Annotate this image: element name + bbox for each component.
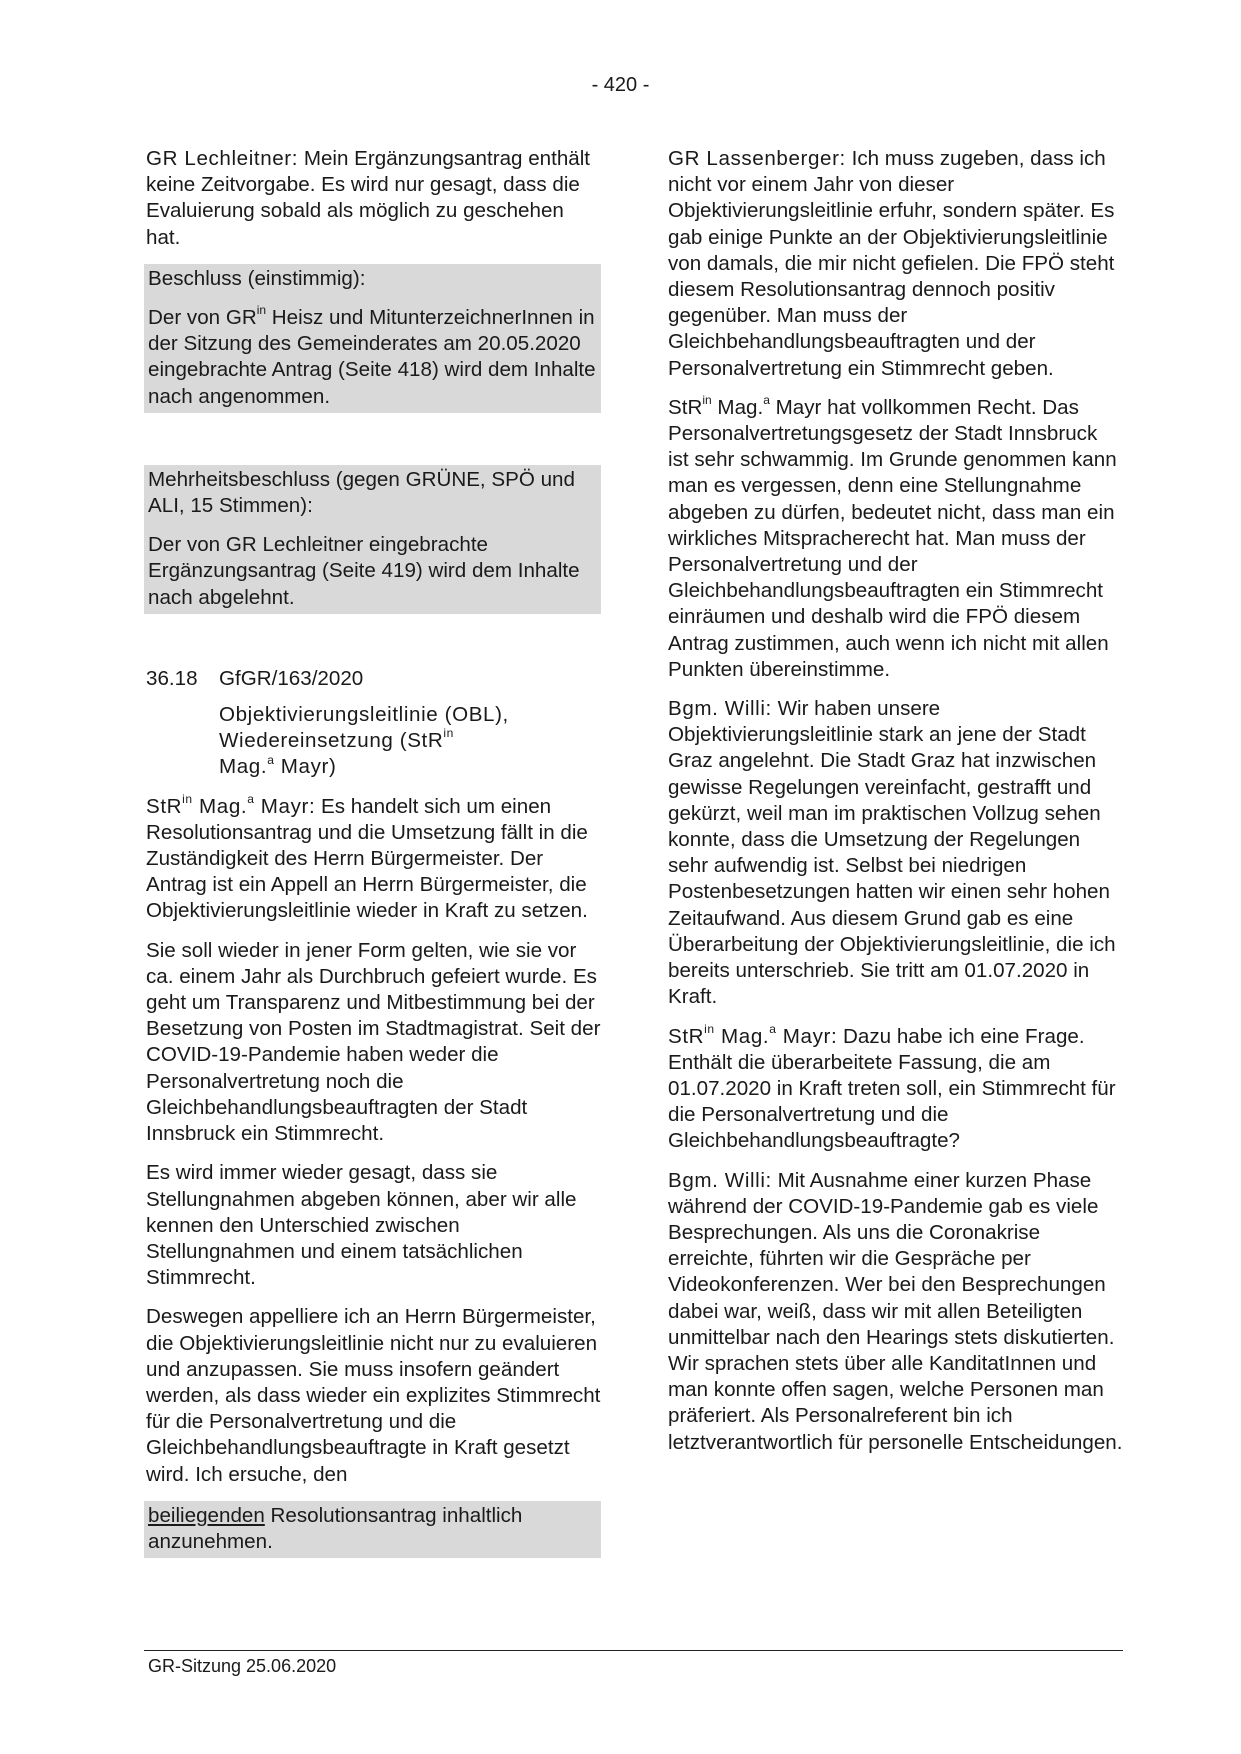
speaker-name: StR$^{in}$ Mag.$^a$ Mayr bbox=[668, 392, 822, 419]
footer-divider bbox=[144, 1650, 1123, 1651]
resolution-title: Mehrheitsbeschluss (gegen GRÜNE, SPÖ und ALI, 15 Stimmen): bbox=[148, 467, 575, 518]
paragraph-mayr-1: StR$^{in}$ Mag.$^a$ Mayr: Es handelt sich um einen Resolutionsantrag und die Umsetzung fällt in die Zuständigkeit des Herrn Bürgermeister. Der Antrag ist ein Appell an Herrn Bürgermeister, die Objektivierungsleitlinie wieder in Kraft zu setzen. bbox=[146, 791, 588, 923]
paragraph-willi-2: Bgm. Willi: Mit Ausnahme einer kurzen Phase während der COVID-19-Pandemie gab es viele Besprechungen. Als uns die Coronakrise erreichte, führten wir die Gespräche per Videokonferenzen. Wer bei den Besprechungen dabei war, weiß, dass wir mit allen Beteiligten unmittelbar nach den Hearings stets diskutierten. Wir sprachen stets über alle KanditatInnen und man konnte offen sagen, welche Personen man präferiert. Als Personalreferent bin ich letztverantwortlich für personelle Entscheidungen. bbox=[668, 1168, 1123, 1454]
right-column bbox=[668, 146, 1123, 1469]
speaker-name: StR$^{in}$ Mag.$^a$ Mayr: bbox=[668, 1021, 838, 1048]
resolution-request-text: beiliegenden Resolutionsantrag inhaltlich anzunehmen. bbox=[148, 1503, 523, 1553]
paragraph-mayr-5: StR$^{in}$ Mag.$^a$ Mayr hat vollkommen Recht. Das Personalvertretungsgesetz der Stadt Innsbruck ist sehr schwammig. Im Grunde genommen kann man es vergessen, denn eine Stellungnahme abgeben zu dürfen, bedeutet nicht, dass man ein wirkliches Mitspracherecht hat. Man muss der Personalvertretung und der Gleichbehandlungsbeauftragten ein Stimmrecht einräumen und deshalb wird die FPÖ diesem Antrag zustimmen, auch wenn ich nicht mit allen Punkten übereinstimme. bbox=[668, 392, 1117, 681]
resolution-text: Der von $GR^{in}$ Heisz und MitunterzeichnerInnen in der Sitzung des Gemeinderates am 20.05.2020 eingebrachte Antrag (Seite 418) wird dem Inhalte nach angenommen. bbox=[148, 303, 596, 408]
resolution-text: Der von GR Lechleitner eingebrachte Ergänzungsantrag (Seite 419) wird dem Inhalte nach abgelehnt. bbox=[148, 533, 580, 609]
speaker-name: GR Lechleitner: bbox=[146, 147, 299, 170]
speaker-name: StR$^{in}$ Mag.$^a$ Mayr: bbox=[146, 791, 316, 818]
resolution-request-box bbox=[144, 1501, 601, 1558]
footer-session-date: GR-Sitzung 25.06.2020 bbox=[148, 1656, 337, 1676]
agenda-item-header bbox=[146, 666, 601, 692]
agenda-item-number: 36.18 bbox=[146, 666, 198, 690]
paragraph-mayr-2: Sie soll wieder in jener Form gelten, wie sie vor ca. einem Jahr als Durchbruch gefeiert wurde. Es geht um Transparenz und Mitbestimmung bei der Besetzung von Posten im Stadtmagistrat. Seit der COVID-19-Pandemie haben weder die Personalvertretung noch die Gleichbehandlungsbeauftragten der Stadt Innsbruck ein Stimmrecht. bbox=[146, 938, 601, 1146]
resolution-box-unanimous bbox=[144, 264, 601, 413]
paragraph-willi-1: Bgm. Willi: Wir haben unsere Objektivierungsleitlinie stark an jene der Stadt Graz angelehnt. Die Stadt Graz hat inzwischen gewisse Regelungen vereinfacht, gestrafft und gekürzt, weil man im praktischen Vollzug sehen konnte, dass die Umsetzung der Regelungen sehr aufwendig ist. Selbst bei niedrigen Postenbesetzungen hatten wir einen sehr hohen Zeitaufwand. Aus diesem Grund gab es eine Überarbeitung der Objektivierungsleitlinie, die ich bereits unterschrieb. Sie tritt am 01.07.2020 in Kraft. bbox=[668, 697, 1116, 1009]
resolution-box-majority bbox=[144, 465, 601, 614]
paragraph-mayr-4: Deswegen appelliere ich an Herrn Bürgermeister, die Objektivierungsleitlinie nicht nur zu evaluieren und anzupassen. Sie muss insofern geändert werden, als dass wieder ein explizites Stimmrecht für die Personalvertretung und die Gleichbehandlungsbeauftragte in Kraft gesetzt wird. Ich ersuche, den bbox=[146, 1305, 601, 1486]
left-column bbox=[146, 146, 601, 1558]
speaker-name: Bgm. Willi: bbox=[668, 697, 772, 721]
paragraph-lassenberger: GR Lassenberger: Ich muss zugeben, dass ich nicht vor einem Jahr von dieser Objektivierungsleitlinie erfuhr, sondern später. Es gab einige Punkte an der Objektivierungsleitlinie von damals, die mir nicht gefielen. Die FPÖ steht diesem Resolutionsantrag dennoch positiv gegenüber. Man muss der Gleichbehandlungsbeauftragten und der Personalvertretung ein Stimmrecht geben. bbox=[668, 147, 1115, 380]
page-number: - 420 - bbox=[591, 74, 650, 96]
resolution-title: Beschluss (einstimmig): bbox=[148, 266, 366, 290]
paragraph-mayr-3: Es wird immer wieder gesagt, dass sie Stellungnahmen abgeben können, aber wir alle kennen den Unterschied zwischen Stellungnahmen und einem tatsächlichen Stimmrecht. bbox=[146, 1161, 577, 1290]
attachment-link: beiliegenden bbox=[148, 1503, 265, 1527]
speaker-name: GR Lassenberger: bbox=[668, 147, 846, 170]
paragraph-mayr-6: StR$^{in}$ Mag.$^a$ Mayr: Dazu habe ich eine Frage. Enthält die überarbeitete Fassung, die am 01.07.2020 in Kraft treten soll, ein Stimmrecht für die Personalvertretung und die Gleichbehandlungsbeauftragte? bbox=[668, 1021, 1116, 1153]
speaker-name: Bgm. Willi: bbox=[668, 1168, 772, 1192]
paragraph-lechleitner: GR Lechleitner: Mein Ergänzungsantrag enthält keine Zeitvorgabe. Es wird nur gesagt, dass die Evaluierung sobald als möglich zu geschehen hat. bbox=[146, 147, 591, 249]
agenda-item-code: GfGR/163/2020 bbox=[219, 666, 364, 690]
agenda-item-title: Objektivierungsleitlinie (OBL), Wiedereinsetzung (StR$^{in}$ Mag.$^a$ Mayr) bbox=[219, 703, 509, 779]
